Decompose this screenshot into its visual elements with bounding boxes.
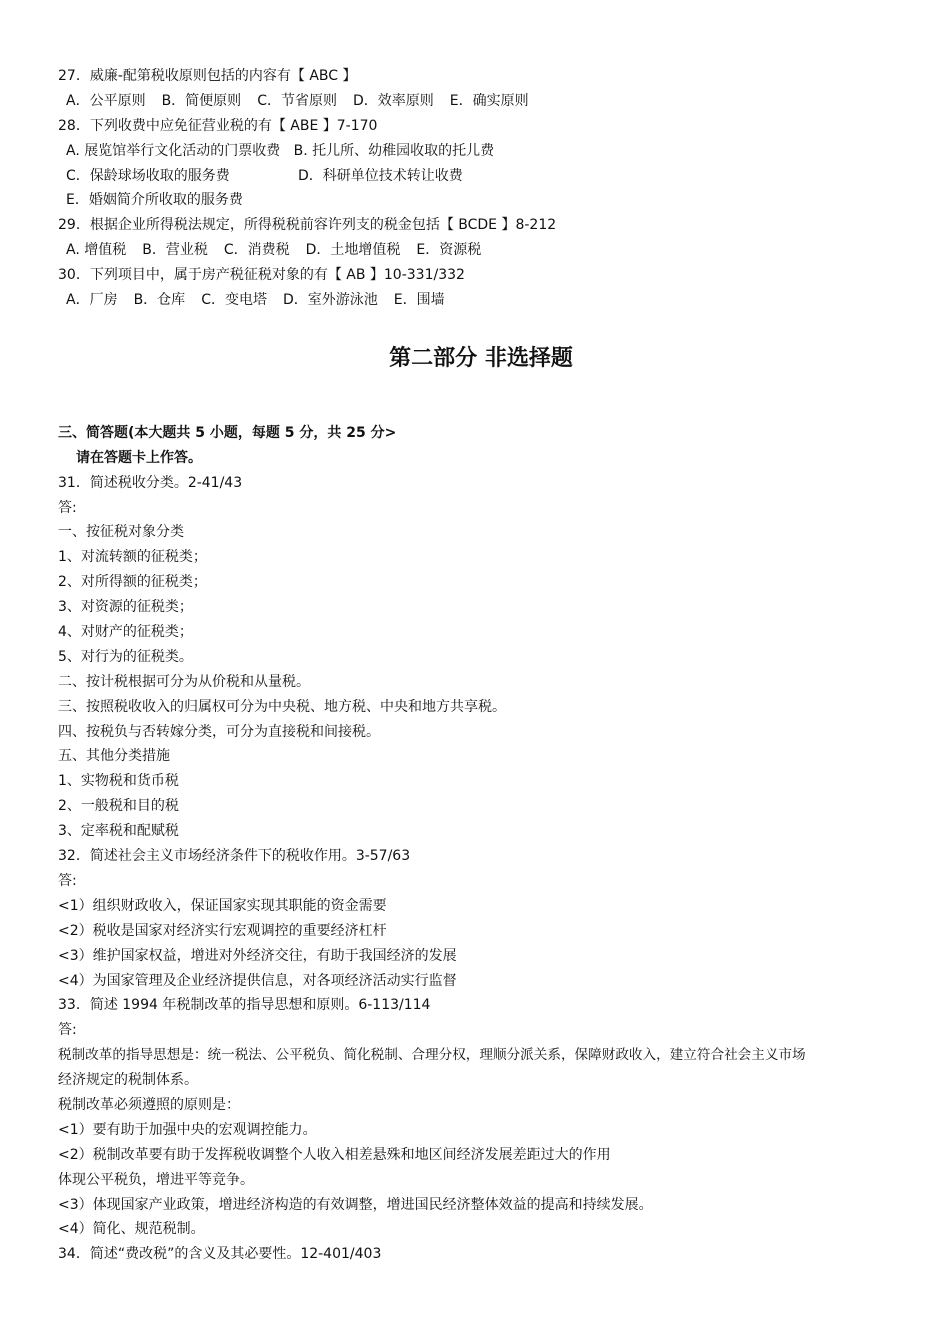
option-b: B．营业税 — [142, 242, 208, 259]
option-a: A. 展览馆举行文化活动的门票收费 — [66, 142, 281, 159]
answer-line: 二、按计税根据可分为从价税和从量税。 — [58, 673, 310, 690]
option-d: D．科研单位技术转让收费 — [298, 167, 463, 184]
answer-line: 三、按照税收收入的归属权可分为中央税、地方税、中央和地方共享税。 — [58, 698, 506, 715]
section-heading: 三、简答题(本大题共 5 小题，每题 5 分，共 25 分> — [58, 424, 397, 441]
question-33-stem: 33．简述 1994 年税制改革的指导思想和原则。6-113/114 — [58, 997, 431, 1014]
document-page — [58, 64, 904, 1267]
question-29-stem: 29．根据企业所得税法规定，所得税税前容许列支的税金包括【 BCDE 】8-212 — [58, 217, 557, 234]
question-30-stem: 30．下列项目中，属于房产税征税对象的有【 AB 】10-331/332 — [58, 267, 465, 284]
option-b: B．仓库 — [133, 292, 186, 309]
option-a: A．公平原则 — [66, 92, 146, 109]
answer-label: 答: — [58, 872, 77, 889]
answer-line: <2）税制改革要有助于发挥税收调整个人收入相差悬殊和地区间经济发展差距过大的作用 — [58, 1146, 611, 1163]
option-c: C．保龄球场收取的服务费 — [66, 167, 230, 184]
answer-line: <2）税收是国家对经济实行宏观调控的重要经济杠杆 — [58, 922, 387, 939]
answer-line: <1）组织财政收入，保证国家实现其职能的资金需要 — [58, 897, 387, 914]
question-27-options — [58, 89, 904, 114]
answer-line: 税制改革必须遵照的原则是： — [58, 1096, 240, 1113]
answer-paragraph-line: 税制改革的指导思想是：统一税法、公平税负、简化税制、合理分权，理顺分派关系，保障财政收入，建立符合社会主义市场 — [58, 1047, 806, 1064]
option-a: A. 增值税 — [66, 242, 127, 259]
option-b: B. 托儿所、幼稚园收取的托儿费 — [293, 142, 495, 159]
answer-line: 3、对资源的征税类； — [58, 599, 193, 616]
option-d: D．效率原则 — [352, 92, 434, 109]
question-28-options-row2 — [58, 164, 904, 189]
answer-line: <3）维护国家权益，增进对外经济交往，有助于我国经济的发展 — [58, 947, 457, 964]
option-e: E．围墙 — [393, 292, 445, 309]
part-two-title: 第二部分 非选择题 — [389, 345, 573, 371]
answer-line: 2、一般税和目的税 — [58, 798, 179, 815]
answer-line: 5、对行为的征税类。 — [58, 648, 193, 665]
option-c: C．变电塔 — [201, 292, 267, 309]
question-28-stem: 28．下列收费中应免征营业税的有【 ABE 】7-170 — [58, 117, 378, 134]
answer-line: <4）为国家管理及企业经济提供信息，对各项经济活动实行监督 — [58, 972, 457, 989]
answer-line: 四、按税负与否转嫁分类，可分为直接税和间接税。 — [58, 723, 380, 740]
option-c: C．节省原则 — [257, 92, 337, 109]
option-d: D．室外游泳池 — [282, 292, 378, 309]
question-28-option-e: E．婚姻简介所收取的服务费 — [66, 192, 243, 209]
question-32-stem: 32．简述社会主义市场经济条件下的税收作用。3-57/63 — [58, 848, 411, 865]
question-31-stem: 31．简述税收分类。2-41/43 — [58, 474, 243, 491]
option-e: E．资源税 — [416, 242, 482, 259]
answer-line: <4）简化、规范税制。 — [58, 1221, 205, 1238]
section-note: 请在答题卡上作答。 — [76, 449, 202, 466]
question-30-options — [58, 288, 904, 313]
question-34-stem: 34．简述“费改税”的含义及其必要性。12-401/403 — [58, 1246, 382, 1263]
answer-paragraph-line: 经济规定的税制体系。 — [58, 1072, 198, 1089]
question-28-options-row1 — [58, 139, 904, 164]
option-c: C．消费税 — [223, 242, 290, 259]
option-a: A．厂房 — [66, 292, 118, 309]
answer-line: 3、定率税和配赋税 — [58, 823, 179, 840]
spacer — [58, 313, 904, 327]
option-d: D．土地增值税 — [305, 242, 401, 259]
answer-label: 答: — [58, 1022, 77, 1039]
answer-line: <1）要有助于加强中央的宏观调控能力。 — [58, 1121, 317, 1138]
option-e: E．确实原则 — [449, 92, 529, 109]
option-b: B．简便原则 — [161, 92, 242, 109]
answer-line: <3）体现国家产业政策，增进经济构造的有效调整，增进国民经济整体效益的提高和持续发展。 — [58, 1196, 653, 1213]
answer-line: 1、实物税和货币税 — [58, 773, 179, 790]
answer-line: 五、其他分类措施 — [58, 748, 170, 765]
answer-line: 4、对财产的征税类； — [58, 624, 193, 641]
answer-line: 体现公平税负，增进平等竞争。 — [58, 1171, 254, 1188]
answer-label: 答: — [58, 499, 77, 516]
question-29-options — [58, 238, 904, 263]
question-27-stem: 27．威廉-配第税收原则包括的内容有【 ABC 】 — [58, 68, 357, 84]
answer-line: 1、对流转额的征税类； — [58, 549, 207, 566]
answer-line: 2、对所得额的征税类； — [58, 574, 207, 591]
answer-line: 一、按征税对象分类 — [58, 524, 184, 541]
spacer — [58, 391, 904, 421]
